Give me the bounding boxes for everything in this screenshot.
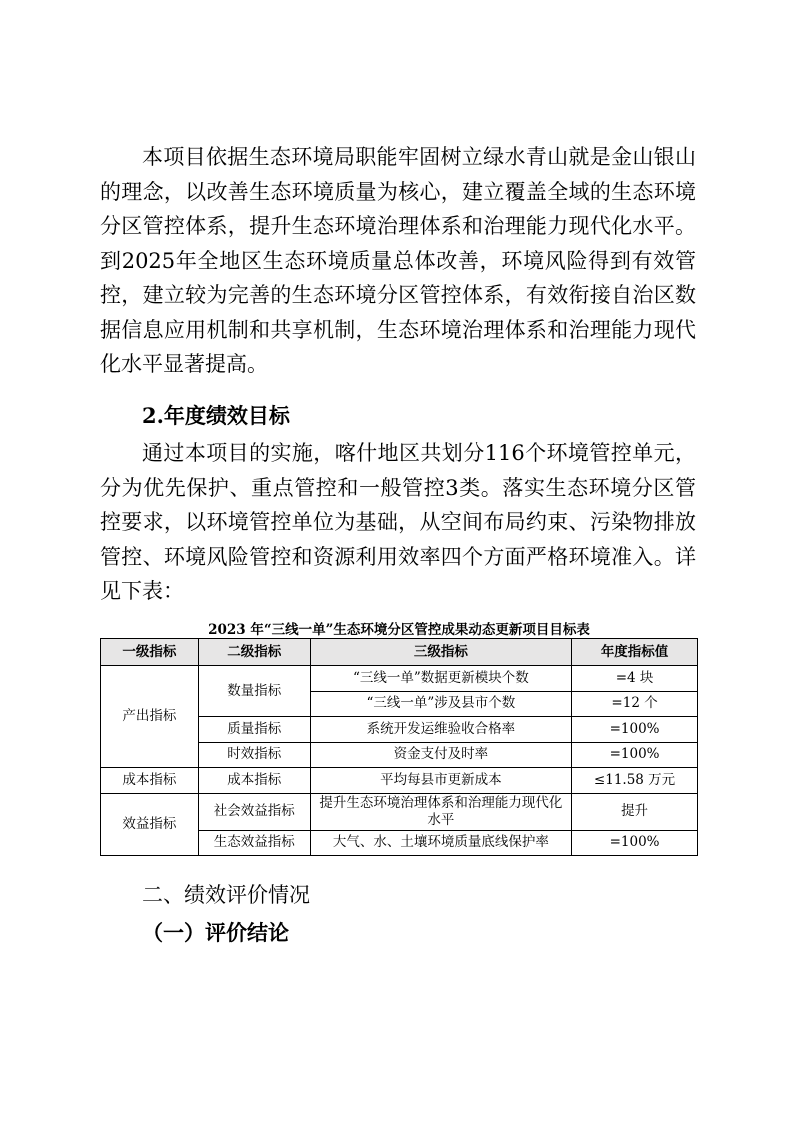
table-row [101,666,698,692]
annual-goal-heading: 2.年度绩效目标 [142,403,290,428]
tertiary-cell: 大气、水、土壤环境质量底线保护率 [310,830,572,856]
tertiary-cell: 平均每县市更新成本 [310,768,572,794]
secondary-social: 社会效益指标 [198,793,310,830]
group-output: 产出指标 [101,666,199,768]
secondary-quantity: 数量指标 [198,666,310,717]
value-cell: =100% [572,742,698,768]
intro-paragraph: 本项目依据生态环境局职能牢固树立绿水青山就是金山银山的理念，以改善生态环境质量为核心，建立覆盖全域的生态环境分区管控体系，提升生态环境治理体系和治理能力现代化水平。到2025年全地区生态环境质量总体改善，环境风险得到有效管控，建立较为完善的生态环境分区管控体系，有效衔接自治区数据信息应用机制和共享机制，生态环境治理体系和治理能力现代化水平显著提高。 [100,145,696,376]
table-caption: 2023 年“三线一单”生态环境分区管控成果动态更新项目目标表 [208,622,590,638]
tertiary-cell: “三线一单”数据更新模块个数 [310,666,572,692]
value-cell: =12 个 [572,691,698,717]
tertiary-cell: “三线一单”涉及县市个数 [310,691,572,717]
value-cell: =4 块 [572,666,698,692]
subsection-heading: （一）评价结论 [142,920,289,945]
table-row [101,793,698,830]
secondary-timeliness: 时效指标 [198,742,310,768]
section-two-heading: 二、绩效评价情况 [142,883,310,907]
group-benefit: 效益指标 [101,793,199,856]
tertiary-cell: 系统开发运维验收合格率 [310,717,572,743]
group-cost: 成本指标 [101,768,199,794]
header-level3: 三级指标 [310,639,572,666]
value-cell: =100% [572,830,698,856]
secondary-ecological: 生态效益指标 [198,830,310,856]
annual-goal-paragraph: 通过本项目的实施，喀什地区共划分116个环境管控单元，分为优先保护、重点管控和一般管控3类。落实生态环境分区管控要求，以环境管控单位为基础，从空间布局约束、污染物排放管控、环境风险管控和资源利用效率四个方面严格环境准入。详见下表： [100,441,696,603]
header-level2: 二级指标 [198,639,310,666]
table-header-row [101,639,698,666]
table-row [101,768,698,794]
header-level1: 一级指标 [101,639,199,666]
secondary-cost: 成本指标 [198,768,310,794]
header-annual-value: 年度指标值 [572,639,698,666]
tertiary-cell: 提升生态环境治理体系和治理能力现代化水平 [310,793,572,830]
value-cell: ≤11.58 万元 [572,768,698,794]
value-cell: 提升 [572,793,698,830]
value-cell: =100% [572,717,698,743]
goals-table [100,638,698,856]
tertiary-cell: 资金支付及时率 [310,742,572,768]
secondary-quality: 质量指标 [198,717,310,743]
